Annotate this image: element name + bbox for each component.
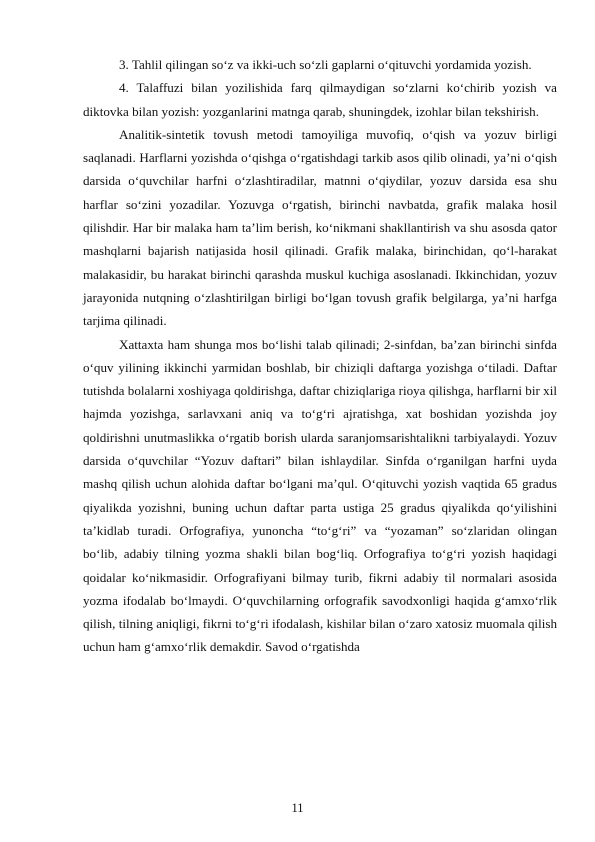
- paragraph-item-3: 3. Tahlil qilingan so‘z va ikki-uch so‘zli gaplarni o‘qituvchi yordamida yozish.: [119, 57, 532, 72]
- paragraph-notebook-orthography: Xattaxta ham shunga mos bo‘lishi talab qilinadi; 2-sinfdan, ba’zan birinchi sinfda o‘quv yilining ikkinchi yarmidan boshlab, bir chiziqli daftarga yozishga o‘tiladi. Daftar tutishda bolalarni xoshiyaga qoldirishga, daftar chiziqlariga rioya qilishga, harflarni bir xil hajmda yozishga, sarlavxani aniq va to‘g‘ri ajratishga, xat boshidan yozishda joy qoldirishni unutmaslikka o‘rgatib borish ularda saranjomsarishtalikni tarbiyalaydi. Yozuv darsida o‘quvchilar “Yozuv daftari” bilan ishlaydilar. Sinfda o‘rganilgan harfni uyda mashq qilish uchun alohida daftar bo‘lgani ma’qul. O‘qituvchi yozish vaqtida 65 gradus qiyalikda yozishni, buning uchun daftar parta ustiga 25 gradus qiyalikda qo‘yilishini ta’kidlab turadi. Orfografiya, yunoncha “to‘g‘ri” va “yozaman” so‘zlaridan olingan bo‘lib, adabiy tilning yozma shakli bilan bog‘liq. Orfografiya to‘g‘ri yozish haqidagi qoidalar ko‘nikmasidir. Orfografiyani bilmay turib, fikrni adabiy til normalari asosida yozma ifodalab bo‘lmaydi. O‘quvchilarning orfografik savodxonligi haqida g‘amxo‘rlik qilish, tilning aniqligi, fikrni to‘g‘ri ifodalash, kishilar bilan o‘zaro xatosiz muomala qilish uchun ham g‘amxo‘rlik demakdir. Savod o‘rgatishda: [83, 336, 557, 655]
- page-number: 11: [291, 801, 304, 815]
- paragraph-analytic-synthetic-method: Analitik-sintetik tovush metodi tamoyiliga muvofiq, o‘qish va yozuv birligi saqlanadi. Harflarni yozishda o‘qishga o‘rgatishdagi tarkib asos qilib olinadi, ya’ni o‘qish darsida o‘quvchilar harfni o‘zlashtiradilar, matnni o‘qiydilar, yozuv darsida esa shu harflar so‘zini yozadilar. Yozuvga o‘rgatish, birinchi navbatda, grafik malaka hosil qilishdir. Har bir malaka ham ta’lim berish, ko‘nikmani shakllantirish va shu asosda qator mashqlarni bajarish natijasida hosil qilinadi. Grafik malaka, birinchidan, qo‘l-harakat malakasidir, bu harakat birinchi qarashda muskul kuchiga asoslanadi. Ikkinchidan, yozuv jarayonida nutqning o‘zlashtirilgan birligi bo‘lgan tovush grafik belgilarga, ya’ni harfga tarjima qilinadi.: [83, 126, 557, 329]
- document-body: [83, 53, 557, 659]
- paragraph-item-4: 4. Talaffuzi bilan yozilishida farq qilmaydigan so‘zlarni ko‘chirib yozish va diktovka bilan yozish: yozganlarini matnga qarab, shuningdek, izohlar bilan tekshirish.: [83, 80, 557, 119]
